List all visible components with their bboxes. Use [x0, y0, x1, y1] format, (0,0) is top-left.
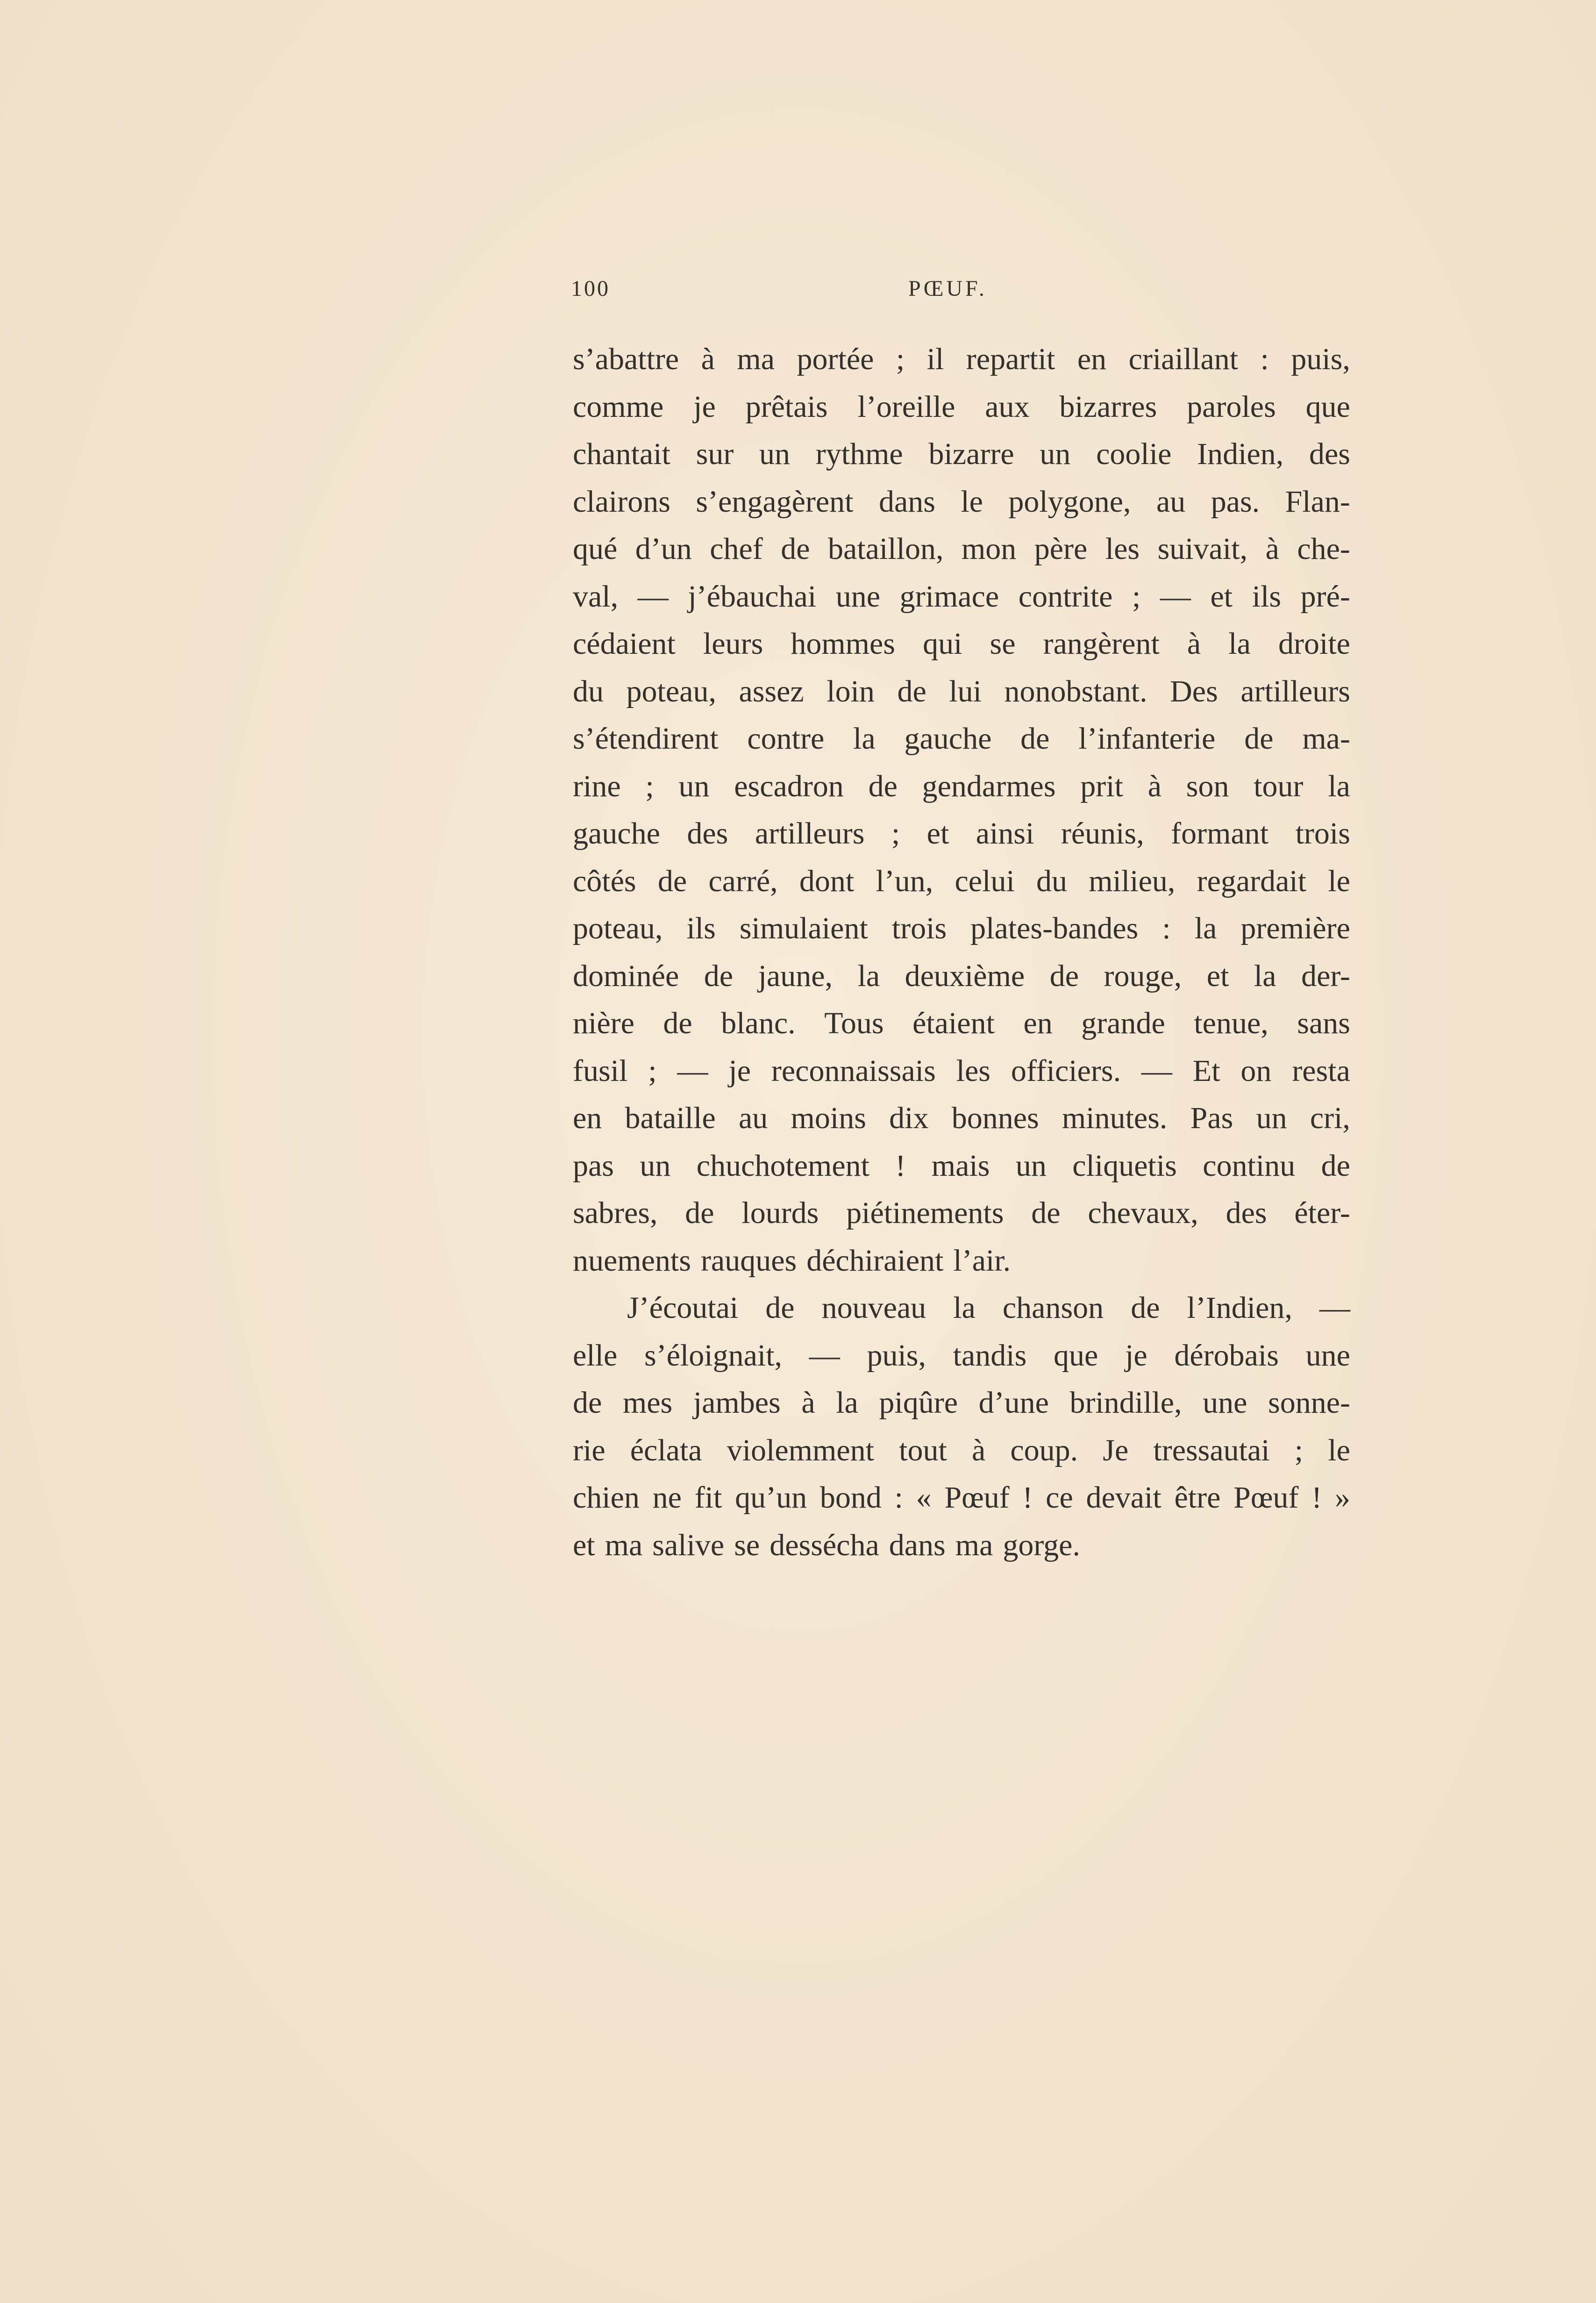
- word: loin: [826, 674, 875, 708]
- word: puis,: [1291, 342, 1350, 376]
- word: dessécha: [770, 1528, 879, 1562]
- word: salive: [652, 1528, 725, 1562]
- word: val,: [573, 579, 619, 614]
- text-line: [573, 668, 1350, 715]
- word: criaillant: [1128, 342, 1239, 376]
- text-line: [573, 1237, 1350, 1285]
- word: rangèrent: [1043, 627, 1160, 661]
- word: son: [1186, 769, 1229, 803]
- word: puis,: [867, 1338, 926, 1373]
- word: cliquetis: [1072, 1148, 1177, 1183]
- word: blanc.: [721, 1006, 796, 1040]
- text-line: [573, 336, 1350, 383]
- word: devait: [1086, 1480, 1161, 1515]
- word: ainsi: [976, 816, 1034, 851]
- text-line: [573, 478, 1350, 526]
- word: des: [687, 816, 728, 851]
- text-line: [573, 1284, 1350, 1332]
- word: grande: [1081, 1006, 1165, 1040]
- word: reconnaissais: [771, 1053, 936, 1088]
- word: nouveau: [821, 1291, 926, 1325]
- word: celui: [955, 864, 1015, 898]
- word: de: [657, 864, 687, 898]
- word: nuements: [573, 1243, 691, 1278]
- body-text: [573, 336, 1350, 1569]
- word: bond: [819, 1480, 882, 1515]
- word: on: [1240, 1053, 1272, 1088]
- word: moins: [791, 1101, 866, 1135]
- word: leurs: [703, 627, 763, 661]
- word: s’abattre: [573, 342, 679, 376]
- word: l’oreille: [857, 389, 955, 424]
- word: J’écoutai: [627, 1291, 739, 1325]
- word: ;: [648, 1053, 657, 1088]
- word: je: [1125, 1338, 1147, 1373]
- word: ;: [1132, 579, 1141, 614]
- word: s’éloignait,: [644, 1338, 783, 1373]
- word: polygone,: [1008, 484, 1131, 519]
- word: dans: [878, 484, 935, 519]
- word: et: [573, 1528, 595, 1562]
- word: pré-: [1300, 579, 1350, 614]
- page-number: 100: [571, 276, 610, 301]
- word: chuchotement: [696, 1148, 869, 1183]
- word: ;: [896, 342, 905, 376]
- word: la: [1194, 911, 1217, 945]
- word: côtés: [573, 864, 636, 898]
- word: de: [573, 1386, 602, 1420]
- word: comme: [573, 389, 664, 424]
- text-line: [573, 905, 1350, 952]
- word: s’étendirent: [573, 722, 719, 756]
- word: bizarre: [928, 437, 1014, 471]
- word: deuxième: [905, 958, 1025, 993]
- word: ils: [1252, 579, 1282, 614]
- word: de: [1244, 722, 1274, 756]
- word: qu’un: [735, 1480, 807, 1515]
- word: elle: [573, 1338, 618, 1373]
- word: qué: [573, 532, 618, 566]
- word: rauques: [700, 1243, 797, 1278]
- word: rie: [573, 1433, 606, 1467]
- word: à: [1147, 769, 1161, 803]
- word: ma: [605, 1528, 643, 1562]
- word: prêtais: [745, 389, 828, 424]
- word: prit: [1080, 769, 1123, 803]
- word: dont: [799, 864, 855, 898]
- word: brindille,: [1069, 1386, 1182, 1420]
- word: chantait: [573, 437, 670, 471]
- word: j’ébauchai: [688, 579, 817, 614]
- word: je: [728, 1053, 751, 1088]
- word: de: [685, 1196, 714, 1230]
- word: de: [663, 1006, 692, 1040]
- word: ne: [652, 1480, 682, 1515]
- word: je: [693, 389, 716, 424]
- word: Et: [1192, 1053, 1220, 1088]
- word: portée: [797, 342, 874, 376]
- word: artilleurs: [755, 816, 865, 851]
- word: des: [1226, 1196, 1267, 1230]
- word: un: [759, 437, 791, 471]
- text-line: [573, 1094, 1350, 1142]
- word: paroles: [1187, 389, 1276, 424]
- word: le: [961, 484, 983, 519]
- word: une: [1203, 1386, 1247, 1420]
- word: «: [916, 1480, 932, 1515]
- word: poteau,: [626, 674, 716, 708]
- word: à: [801, 1386, 815, 1420]
- word: chien: [573, 1480, 640, 1515]
- word: père: [1034, 532, 1088, 566]
- word: chanson: [1002, 1291, 1104, 1325]
- word: Pœuf: [944, 1480, 1010, 1515]
- word: coolie: [1096, 437, 1172, 471]
- word: de: [1020, 722, 1050, 756]
- word: :: [1260, 342, 1269, 376]
- word: !: [895, 1148, 906, 1183]
- word: lui: [949, 674, 982, 708]
- word: assez: [739, 674, 804, 708]
- word: contre: [747, 722, 825, 756]
- word: bataille: [625, 1101, 716, 1135]
- word: jaune,: [758, 958, 833, 993]
- word: jambes: [693, 1386, 781, 1420]
- word: piqûre: [879, 1386, 958, 1420]
- word: ;: [891, 816, 900, 851]
- word: ils: [686, 911, 716, 945]
- text-line: [573, 1332, 1350, 1380]
- word: réunis,: [1061, 816, 1144, 851]
- word: la: [853, 722, 876, 756]
- word: en: [1023, 1006, 1053, 1040]
- word: des: [1309, 437, 1350, 471]
- word: sans: [1297, 1006, 1350, 1040]
- text-line: [573, 430, 1350, 478]
- word: ma-: [1302, 722, 1350, 756]
- word: l’Indien,: [1187, 1291, 1292, 1325]
- word: poteau,: [573, 911, 663, 945]
- word: coup.: [1010, 1433, 1078, 1467]
- word: en: [1077, 342, 1107, 376]
- text-line: [573, 1047, 1350, 1095]
- word: que: [1054, 1338, 1098, 1373]
- text-line: [573, 858, 1350, 905]
- word: ;: [1294, 1433, 1304, 1467]
- word: l’infanterie: [1078, 722, 1216, 756]
- word: de: [1049, 958, 1079, 993]
- word: nonobstant.: [1004, 674, 1147, 708]
- word: une: [1305, 1338, 1350, 1373]
- word: cri,: [1310, 1101, 1350, 1135]
- word: se: [734, 1528, 760, 1562]
- word: der-: [1301, 958, 1350, 993]
- word: un: [1040, 437, 1071, 471]
- word: rythme: [815, 437, 903, 471]
- word: fit: [694, 1480, 722, 1515]
- word: à: [1187, 627, 1201, 661]
- word: chef: [710, 532, 763, 566]
- word: droite: [1278, 627, 1350, 661]
- word: clairons: [573, 484, 670, 519]
- word: il: [926, 342, 944, 376]
- word: gendarmes: [922, 769, 1056, 803]
- word: un: [640, 1148, 671, 1183]
- word: trois: [891, 911, 947, 945]
- word: la: [836, 1386, 858, 1420]
- word: —: [1319, 1291, 1350, 1325]
- running-title: PŒUF.: [908, 276, 987, 301]
- word: à: [971, 1433, 986, 1467]
- word: ce: [1046, 1480, 1073, 1515]
- word: l’air.: [953, 1243, 1011, 1278]
- word: regardait: [1197, 864, 1307, 898]
- word: un: [678, 769, 710, 803]
- word: au: [739, 1101, 768, 1135]
- word: et: [1210, 579, 1233, 614]
- word: !: [1311, 1480, 1322, 1515]
- word: Tous: [824, 1006, 884, 1040]
- word: contrite: [1018, 579, 1113, 614]
- word: d’une: [978, 1386, 1049, 1420]
- word: —: [809, 1338, 840, 1373]
- word: cédaient: [573, 627, 676, 661]
- word: la: [1228, 627, 1251, 661]
- word: escadron: [734, 769, 844, 803]
- word: la: [953, 1291, 976, 1325]
- text-line: [573, 715, 1350, 763]
- word: et: [1206, 958, 1229, 993]
- word: suivait,: [1157, 532, 1248, 566]
- word: première: [1240, 911, 1350, 945]
- word: :: [894, 1480, 903, 1515]
- word: —: [1141, 1053, 1172, 1088]
- word: mais: [931, 1148, 990, 1183]
- word: grimace: [899, 579, 999, 614]
- word: un: [1015, 1148, 1047, 1183]
- word: pas.: [1211, 484, 1260, 519]
- word: se: [990, 627, 1016, 661]
- word: Des: [1170, 674, 1218, 708]
- word: simulaient: [739, 911, 868, 945]
- word: dix: [889, 1101, 929, 1135]
- text-line: [573, 1474, 1350, 1522]
- word: gauche: [573, 816, 660, 851]
- text-line: [573, 1427, 1350, 1474]
- word: officiers.: [1011, 1053, 1121, 1088]
- word: de: [897, 674, 926, 708]
- word: la: [857, 958, 880, 993]
- text-line: [573, 1522, 1350, 1569]
- word: resta: [1292, 1053, 1350, 1088]
- word: s’engagèrent: [696, 484, 854, 519]
- word: du: [573, 674, 604, 708]
- word: de: [765, 1291, 795, 1325]
- word: une: [835, 579, 881, 614]
- word: !: [1022, 1480, 1033, 1515]
- word: Flan-: [1285, 484, 1350, 519]
- word: la: [1328, 769, 1350, 803]
- word: »: [1334, 1480, 1350, 1515]
- word: :: [1162, 911, 1171, 945]
- word: artilleurs: [1240, 674, 1350, 708]
- word: sabres,: [573, 1196, 658, 1230]
- word: éter-: [1294, 1196, 1350, 1230]
- word: déchiraient: [806, 1243, 944, 1278]
- word: piétinements: [846, 1196, 1004, 1230]
- word: à: [1265, 532, 1279, 566]
- word: le: [1328, 1433, 1350, 1467]
- word: pas: [573, 1148, 614, 1183]
- word: de: [1031, 1196, 1061, 1230]
- word: mes: [622, 1386, 673, 1420]
- word: —: [1160, 579, 1191, 614]
- word: bizarres: [1059, 389, 1157, 424]
- word: aux: [985, 389, 1030, 424]
- text-line: [573, 383, 1350, 431]
- text-line: [573, 573, 1350, 621]
- word: nière: [573, 1006, 634, 1040]
- text-line: [573, 1000, 1350, 1047]
- word: étaient: [912, 1006, 995, 1040]
- word: Pœuf: [1233, 1480, 1299, 1515]
- word: rouge,: [1104, 958, 1182, 993]
- word: le: [1328, 864, 1350, 898]
- word: Indien,: [1197, 437, 1284, 471]
- word: qui: [923, 627, 962, 661]
- text-line: [573, 1142, 1350, 1190]
- word: en: [573, 1101, 602, 1135]
- text-line: [573, 763, 1350, 810]
- word: trois: [1295, 816, 1350, 851]
- word: —: [637, 579, 669, 614]
- word: tressautai: [1153, 1433, 1270, 1467]
- word: minutes.: [1062, 1101, 1168, 1135]
- word: fusil: [573, 1053, 628, 1088]
- word: tenue,: [1194, 1006, 1268, 1040]
- word: Pas: [1190, 1101, 1233, 1135]
- word: ;: [645, 769, 654, 803]
- word: plates-bandes: [970, 911, 1139, 945]
- word: du: [1036, 864, 1067, 898]
- word: être: [1174, 1480, 1221, 1515]
- word: de: [1131, 1291, 1160, 1325]
- word: rine: [573, 769, 621, 803]
- word: de: [868, 769, 898, 803]
- text-line: [573, 1379, 1350, 1427]
- word: tour: [1254, 769, 1304, 803]
- word: les: [956, 1053, 990, 1088]
- word: que: [1305, 389, 1350, 424]
- word: ma: [737, 342, 775, 376]
- word: tout: [899, 1433, 947, 1467]
- word: la: [1254, 958, 1276, 993]
- word: dans: [889, 1528, 946, 1562]
- text-line: [573, 810, 1350, 858]
- word: milieu,: [1089, 864, 1176, 898]
- word: de: [1321, 1148, 1350, 1183]
- word: ma: [955, 1528, 993, 1562]
- word: éclata: [630, 1433, 702, 1467]
- word: sur: [696, 437, 734, 471]
- text-line: [573, 1189, 1350, 1237]
- word: bonnes: [951, 1101, 1039, 1135]
- word: dérobais: [1174, 1338, 1279, 1373]
- word: carré,: [708, 864, 778, 898]
- word: hommes: [791, 627, 895, 661]
- word: Je: [1103, 1433, 1129, 1467]
- text-line: [573, 620, 1350, 668]
- word: violemment: [727, 1433, 874, 1467]
- word: un: [1256, 1101, 1287, 1135]
- word: de: [781, 532, 810, 566]
- word: continu: [1203, 1148, 1296, 1183]
- word: au: [1156, 484, 1186, 519]
- text-line: [573, 525, 1350, 573]
- word: che-: [1297, 532, 1350, 566]
- word: tandis: [953, 1338, 1027, 1373]
- word: mon: [961, 532, 1017, 566]
- word: d’un: [635, 532, 692, 566]
- word: —: [677, 1053, 708, 1088]
- word: lourds: [741, 1196, 819, 1230]
- word: l’un,: [876, 864, 933, 898]
- word: à: [701, 342, 715, 376]
- text-line: [573, 952, 1350, 1000]
- word: repartit: [966, 342, 1055, 376]
- word: bataillon,: [828, 532, 944, 566]
- word: gauche: [904, 722, 992, 756]
- word: de: [704, 958, 734, 993]
- word: formant: [1171, 816, 1269, 851]
- page-header: [571, 276, 1351, 318]
- word: les: [1105, 532, 1140, 566]
- word: gorge.: [1003, 1528, 1080, 1562]
- word: chevaux,: [1088, 1196, 1198, 1230]
- word: sonne-: [1268, 1386, 1350, 1420]
- word: dominée: [573, 958, 679, 993]
- word: et: [926, 816, 949, 851]
